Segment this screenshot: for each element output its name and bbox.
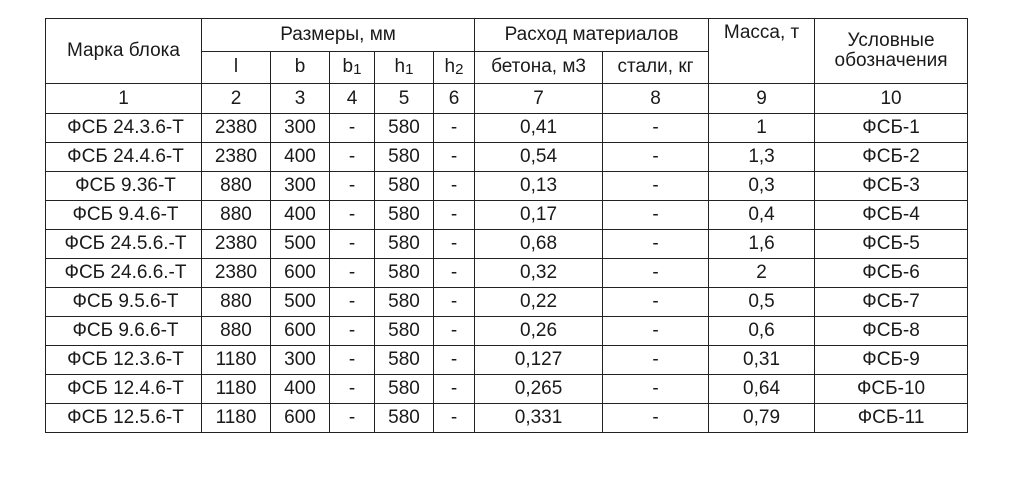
cell-steel: - [603,201,709,230]
cell-mark: ФСБ 24.5.6.-Т [46,230,202,259]
cell-symbol: ФСБ-10 [815,375,968,404]
cell-mark: ФСБ 12.3.6-Т [46,346,202,375]
table-row [46,201,968,230]
col-number: 9 [709,84,815,114]
cell-steel: - [603,259,709,288]
cell-symbol: ФСБ-2 [815,143,968,172]
col-number: 8 [603,84,709,114]
table-row [46,317,968,346]
cell-b1: - [330,201,375,230]
cell-concrete: 0,13 [475,172,603,201]
cell-h1: 580 [375,201,434,230]
header-h2 [434,51,475,84]
cell-h2: - [434,201,475,230]
col-number: 1 [46,84,202,114]
cell-concrete: 0,68 [475,230,603,259]
cell-b1: - [330,346,375,375]
cell-h2: - [434,288,475,317]
table-row [46,404,968,433]
cell-b: 500 [271,230,330,259]
cell-h2: - [434,114,475,143]
col-number: 10 [815,84,968,114]
table-row [46,172,968,201]
table-row [46,346,968,375]
cell-b: 300 [271,114,330,143]
cell-b1: - [330,230,375,259]
table-row [46,259,968,288]
header-symbols: Условные обозначения [815,19,968,84]
cell-l: 880 [202,201,271,230]
cell-symbol: ФСБ-7 [815,288,968,317]
cell-b1: - [330,375,375,404]
cell-concrete: 0,127 [475,346,603,375]
table-header [46,19,968,114]
cell-symbol: ФСБ-9 [815,346,968,375]
cell-h1: 580 [375,317,434,346]
cell-h1: 580 [375,114,434,143]
header-b1-base: b [342,56,354,78]
cell-concrete: 0,54 [475,143,603,172]
cell-h1: 580 [375,230,434,259]
cell-h1: 580 [375,172,434,201]
cell-steel: - [603,404,709,433]
cell-steel: - [603,172,709,201]
cell-l: 1180 [202,346,271,375]
cell-concrete: 0,26 [475,317,603,346]
cell-mass: 2 [709,259,815,288]
table-row [46,230,968,259]
cell-steel: - [603,346,709,375]
cell-mass: 1 [709,114,815,143]
cell-mark: ФСБ 12.5.6-Т [46,404,202,433]
cell-b: 300 [271,346,330,375]
col-number: 2 [202,84,271,114]
cell-l: 880 [202,317,271,346]
header-h2-sub: 2 [455,61,464,79]
header-l: l [202,51,271,84]
table-row [46,114,968,143]
cell-b1: - [330,143,375,172]
cell-concrete: 0,265 [475,375,603,404]
cell-h2: - [434,404,475,433]
cell-b1: - [330,404,375,433]
header-h1-base: h [394,56,406,78]
cell-h1: 580 [375,143,434,172]
cell-steel: - [603,114,709,143]
cell-b1: - [330,288,375,317]
cell-b1: - [330,259,375,288]
cell-b: 600 [271,404,330,433]
cell-mass: 0,79 [709,404,815,433]
cell-symbol: ФСБ-5 [815,230,968,259]
header-materials: Расход материалов [475,19,709,52]
cell-b: 500 [271,288,330,317]
cell-symbol: ФСБ-8 [815,317,968,346]
cell-h1: 580 [375,288,434,317]
cell-b1: - [330,114,375,143]
cell-mark: ФСБ 9.36-Т [46,172,202,201]
cell-mark: ФСБ 12.4.6-Т [46,375,202,404]
cell-l: 1180 [202,404,271,433]
cell-b: 400 [271,143,330,172]
cell-l: 1180 [202,375,271,404]
cell-mark: ФСБ 24.6.6.-Т [46,259,202,288]
cell-b: 600 [271,259,330,288]
header-b: b [271,51,330,84]
cell-steel: - [603,230,709,259]
cell-l: 2380 [202,114,271,143]
table-body [46,114,968,433]
col-number: 5 [375,84,434,114]
cell-l: 2380 [202,143,271,172]
cell-l: 2380 [202,230,271,259]
cell-symbol: ФСБ-6 [815,259,968,288]
cell-mass: 0,6 [709,317,815,346]
cell-mass: 0,4 [709,201,815,230]
cell-h2: - [434,375,475,404]
spec-sheet [45,18,967,433]
cell-mass: 1,3 [709,143,815,172]
cell-h2: - [434,143,475,172]
header-b1-sub: 1 [353,61,362,79]
cell-concrete: 0,331 [475,404,603,433]
col-number: 6 [434,84,475,114]
cell-concrete: 0,17 [475,201,603,230]
cell-h1: 580 [375,259,434,288]
cell-h1: 580 [375,404,434,433]
cell-mass: 0,64 [709,375,815,404]
header-mark-block: Марка блока [46,19,202,84]
cell-b1: - [330,317,375,346]
cell-symbol: ФСБ-4 [815,201,968,230]
col-number: 4 [330,84,375,114]
cell-b: 400 [271,201,330,230]
header-h1 [375,51,434,84]
cell-steel: - [603,288,709,317]
table-row [46,143,968,172]
header-h1-sub: 1 [405,61,414,79]
cell-b: 400 [271,375,330,404]
cell-concrete: 0,41 [475,114,603,143]
cell-symbol: ФСБ-3 [815,172,968,201]
cell-b: 600 [271,317,330,346]
header-h2-base: h [444,56,456,78]
cell-h2: - [434,346,475,375]
cell-mass: 1,6 [709,230,815,259]
cell-steel: - [603,317,709,346]
cell-steel: - [603,143,709,172]
cell-mark: ФСБ 24.4.6-Т [46,143,202,172]
cell-h1: 580 [375,346,434,375]
cell-l: 2380 [202,259,271,288]
table-row [46,288,968,317]
cell-concrete: 0,22 [475,288,603,317]
cell-symbol: ФСБ-1 [815,114,968,143]
cell-symbol: ФСБ-11 [815,404,968,433]
cell-mark: ФСБ 24.3.6-Т [46,114,202,143]
header-sizes: Размеры, мм [202,19,475,52]
block-specification-table [45,18,968,433]
table-row [46,375,968,404]
cell-mark: ФСБ 9.5.6-Т [46,288,202,317]
cell-mark: ФСБ 9.4.6-Т [46,201,202,230]
cell-h2: - [434,317,475,346]
cell-mark: ФСБ 9.6.6-Т [46,317,202,346]
header-mass: Масса, т [709,19,815,84]
cell-l: 880 [202,172,271,201]
col-number: 3 [271,84,330,114]
cell-steel: - [603,375,709,404]
cell-h1: 580 [375,375,434,404]
cell-l: 880 [202,288,271,317]
cell-mass: 0,3 [709,172,815,201]
header-b1 [330,51,375,84]
cell-mass: 0,31 [709,346,815,375]
header-steel: стали, кг [603,51,709,84]
cell-h2: - [434,230,475,259]
cell-mass: 0,5 [709,288,815,317]
cell-b1: - [330,172,375,201]
col-number: 7 [475,84,603,114]
cell-h2: - [434,172,475,201]
cell-b: 300 [271,172,330,201]
cell-h2: - [434,259,475,288]
header-concrete: бетона, м3 [475,51,603,84]
cell-concrete: 0,32 [475,259,603,288]
